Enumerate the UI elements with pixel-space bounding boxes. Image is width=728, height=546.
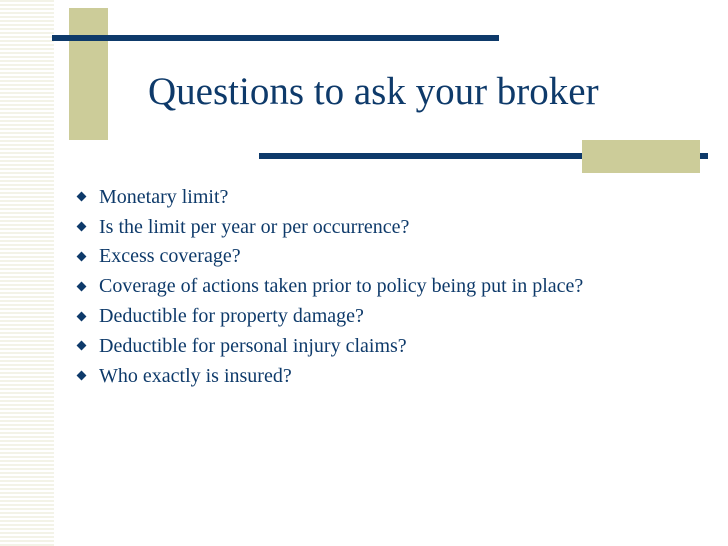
bullet-item <box>76 361 583 391</box>
diamond-bullet-icon <box>77 341 87 351</box>
decorative-stripe-panel <box>0 0 54 546</box>
decorative-tan-block-right <box>582 140 700 173</box>
bullet-text: Deductible for personal injury claims? <box>99 334 407 357</box>
diamond-bullet-icon <box>77 281 87 291</box>
decorative-tan-block-top <box>69 8 108 140</box>
bullet-list <box>76 182 583 391</box>
diamond-bullet-icon <box>77 371 87 381</box>
decorative-line-top <box>52 35 499 41</box>
bullet-text: Excess coverage? <box>99 245 241 268</box>
bullet-item <box>76 331 583 361</box>
bullet-item <box>76 212 583 242</box>
slide-title: Questions to ask your broker <box>148 70 599 113</box>
bullet-text: Who exactly is insured? <box>99 364 292 387</box>
bullet-item <box>76 301 583 331</box>
bullet-item <box>76 242 583 272</box>
bullet-text: Is the limit per year or per occurrence? <box>99 215 410 238</box>
diamond-bullet-icon <box>77 192 87 202</box>
bullet-item <box>76 271 583 301</box>
bullet-text: Coverage of actions taken prior to policy being put in place? <box>99 275 584 298</box>
bullet-text: Deductible for property damage? <box>99 305 364 328</box>
diamond-bullet-icon <box>77 311 87 321</box>
diamond-bullet-icon <box>77 222 87 232</box>
diamond-bullet-icon <box>77 252 87 262</box>
bullet-text: Monetary limit? <box>99 185 229 208</box>
bullet-item <box>76 182 583 212</box>
